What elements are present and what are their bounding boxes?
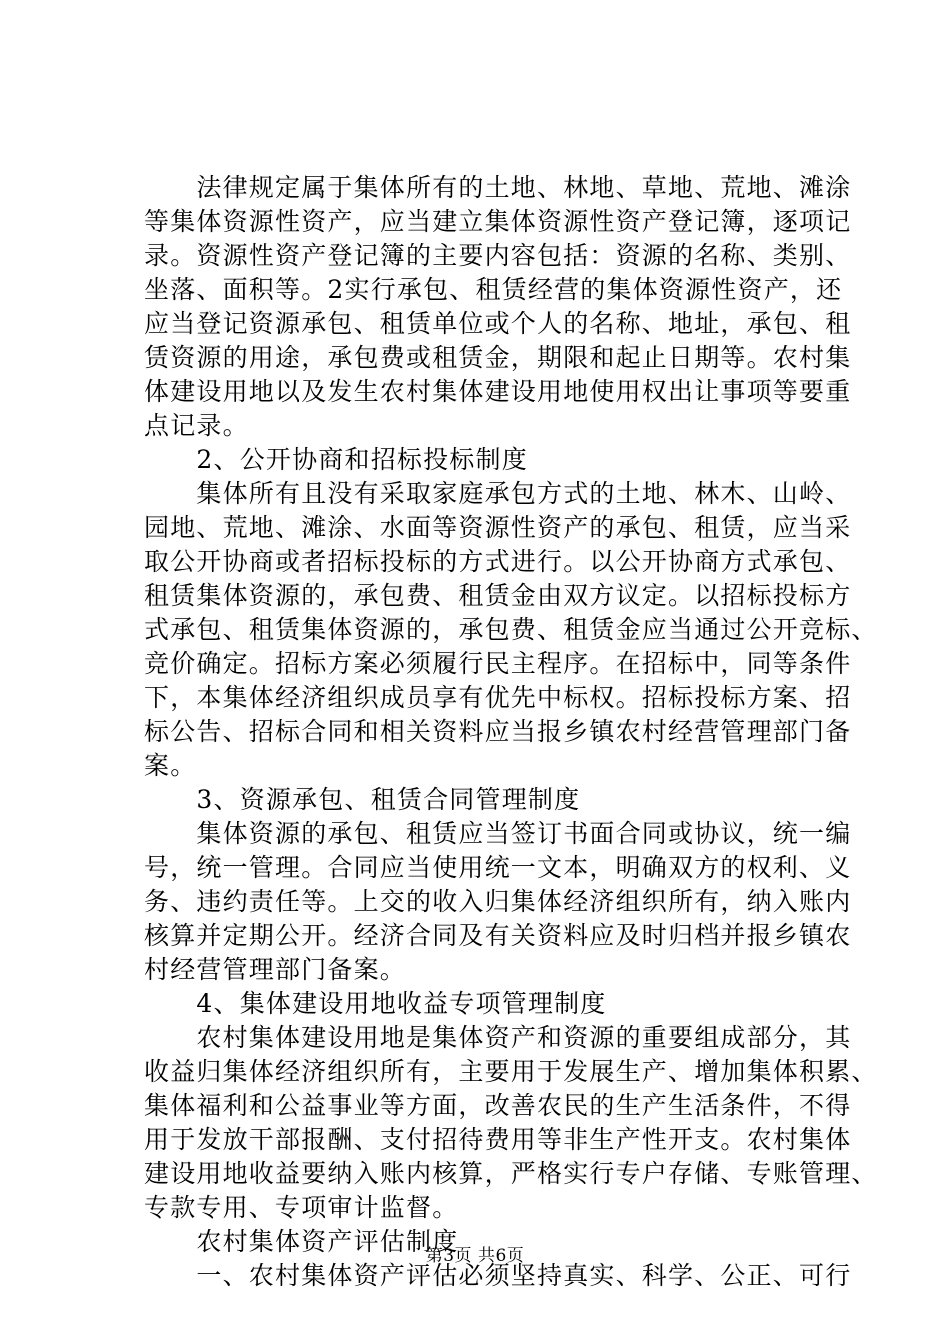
text-line: 收益归集体经济组织所有，主要用于发展生产、增加集体积累、 xyxy=(144,1057,878,1086)
section-heading: 3、资源承包、租赁合同管理制度 xyxy=(144,785,581,814)
text-line: 体建设用地以及发生农村集体建设用地使用权出让事项等要重 xyxy=(144,377,852,406)
section-heading: 4、集体建设用地收益专项管理制度 xyxy=(144,989,607,1018)
text-line: 园地、荒地、滩涂、水面等资源性资产的承包、租赁，应当采 xyxy=(144,513,852,542)
section-heading: 农村集体资产评估制度 xyxy=(144,1227,459,1256)
text-line: 点记录。 xyxy=(144,411,249,440)
text-line: 集体资源的承包、租赁应当签订书面合同或协议，统一编 xyxy=(144,819,852,848)
text-line: 标公告、招标合同和相关资料应当报乡镇农村经营管理部门备 xyxy=(144,717,852,746)
text-line: 式承包、租赁集体资源的，承包费、租赁金应当通过公开竞标、 xyxy=(144,615,878,644)
text-line: 建设用地收益要纳入账内核算，严格实行专户存储、专账管理、 xyxy=(144,1159,878,1188)
text-line: 专款专用、专项审计监督。 xyxy=(144,1193,459,1222)
text-line: 农村集体建设用地是集体资产和资源的重要组成部分，其 xyxy=(144,1023,852,1052)
text-line: 集体福利和公益事业等方面，改善农民的生产生活条件，不得 xyxy=(144,1091,852,1120)
text-line: 一、农村集体资产评估必须坚持真实、科学、公正、可行 xyxy=(144,1261,852,1290)
text-line: 务、违约责任等。上交的收入归集体经济组织所有，纳入账内 xyxy=(144,887,852,916)
text-line: 村经营管理部门备案。 xyxy=(144,955,407,984)
page-number-footer: 第3页 共6页 xyxy=(425,1246,525,1266)
text-line: 法律规定属于集体所有的土地、林地、草地、荒地、滩涂 xyxy=(144,173,852,202)
text-line: 录。资源性资产登记簿的主要内容包括：资源的名称、类别、 xyxy=(144,241,852,270)
text-line: 案。 xyxy=(144,751,197,780)
text-line: 取公开协商或者招标投标的方式进行。以公开协商方式承包、 xyxy=(144,547,852,576)
text-line: 赁资源的用途，承包费或租赁金，期限和起止日期等。农村集 xyxy=(144,343,852,372)
text-line: 集体所有且没有采取家庭承包方式的土地、林木、山岭、 xyxy=(144,479,852,508)
text-line: 号，统一管理。合同应当使用统一文本，明确双方的权利、义 xyxy=(144,853,852,882)
section-heading: 2、公开协商和招标投标制度 xyxy=(144,445,528,474)
text-line: 坐落、面积等。2实行承包、租赁经营的集体资源性资产，还 xyxy=(144,275,843,304)
text-line: 等集体资源性资产，应当建立集体资源性资产登记簿，逐项记 xyxy=(144,207,852,236)
text-line: 租赁集体资源的，承包费、租赁金由双方议定。以招标投标方 xyxy=(144,581,852,610)
text-line: 核算并定期公开。经济合同及有关资料应及时归档并报乡镇农 xyxy=(144,921,852,950)
text-line: 下，本集体经济组织成员享有优先中标权。招标投标方案、招 xyxy=(144,683,852,712)
text-line: 用于发放干部报酬、支付招待费用等非生产性开支。农村集体 xyxy=(144,1125,852,1154)
text-line: 竞价确定。招标方案必须履行民主程序。在招标中，同等条件 xyxy=(144,649,852,678)
document-body xyxy=(144,171,878,1293)
text-line: 应当登记资源承包、租赁单位或个人的名称、地址，承包、租 xyxy=(144,309,852,338)
